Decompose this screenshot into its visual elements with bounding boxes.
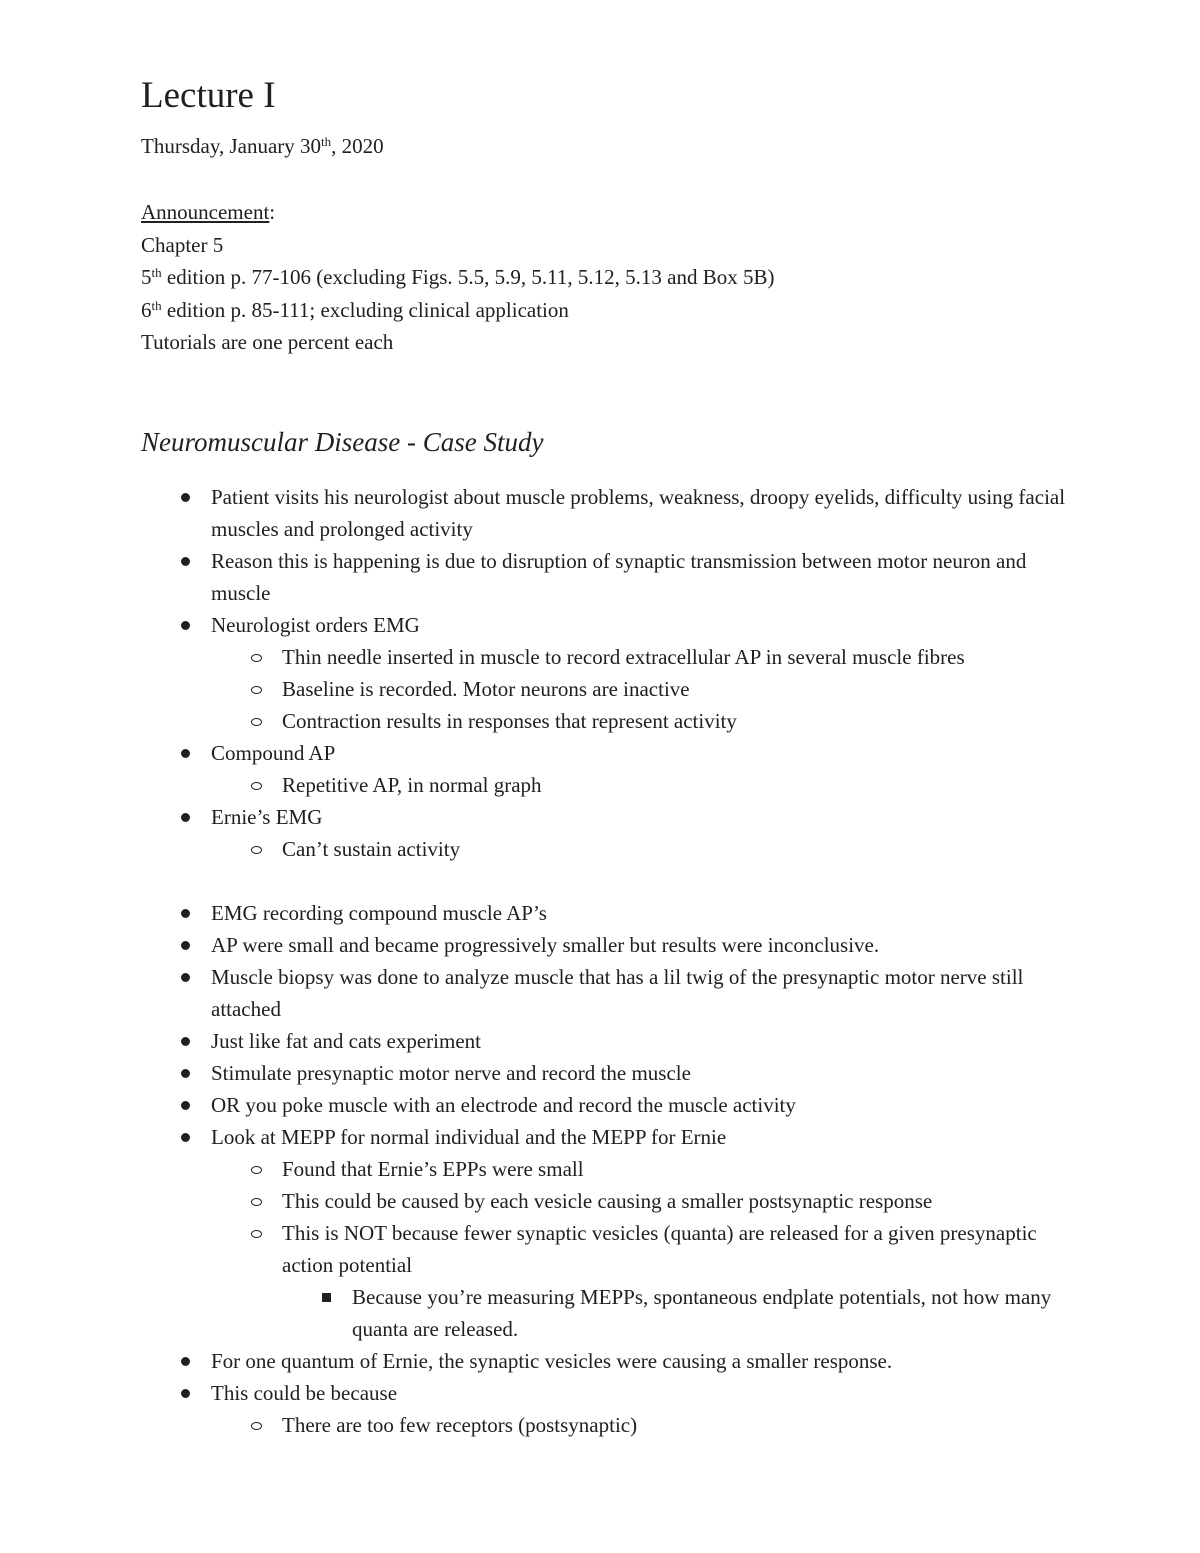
- list-item: [141, 929, 1071, 961]
- announcement-block: [141, 196, 1071, 359]
- list-item-text: Baseline is recorded. Motor neurons are inactive: [282, 676, 690, 701]
- edition-6-number: 6: [141, 297, 152, 322]
- bullet-disc-icon: [181, 813, 190, 822]
- section-title: Neuromuscular Disease - Case Study: [141, 426, 544, 457]
- bullet-square-icon: [322, 1293, 331, 1302]
- bullet-disc-icon: [181, 1357, 190, 1366]
- bullet-disc-icon: [181, 909, 190, 918]
- bullet-circle-icon: [251, 654, 262, 662]
- list-item: [141, 1185, 1071, 1217]
- bullet-circle-icon: [251, 1166, 262, 1174]
- bullet-circle-icon: [251, 846, 262, 854]
- list-item-text: EMG recording compound muscle AP’s: [211, 900, 547, 925]
- bullet-disc-icon: [181, 557, 190, 566]
- bullet-disc-icon: [181, 973, 190, 982]
- announcement-edition-6: [141, 294, 1071, 327]
- list-item: [141, 833, 1071, 865]
- bullet-circle-icon: [251, 686, 262, 694]
- list-item: [141, 801, 1071, 833]
- list-item-text: Can’t sustain activity: [282, 836, 461, 861]
- bullet-disc-icon: [181, 1133, 190, 1142]
- list-item-text: This could be because: [211, 1380, 398, 1405]
- list-item-text: Thin needle inserted in muscle to record extracellular AP in several muscle fibres: [282, 644, 965, 669]
- bullet-disc-icon: [181, 1069, 190, 1078]
- list-item-text: Contraction results in responses that represent activity: [282, 708, 737, 733]
- bullet-disc-icon: [181, 1389, 190, 1398]
- list-item-text: For one quantum of Ernie, the synaptic vesicles were causing a smaller response.: [211, 1348, 893, 1373]
- list-item-text: OR you poke muscle with an electrode and record the muscle activity: [211, 1092, 796, 1117]
- list-item: [141, 769, 1071, 801]
- list-item-text: Stimulate presynaptic motor nerve and record the muscle: [211, 1060, 691, 1085]
- bullet-disc-icon: [181, 1101, 190, 1110]
- list-item: [141, 1409, 1071, 1441]
- edition-6-superscript: th: [151, 297, 162, 313]
- lecture-title: Lecture I: [141, 75, 276, 116]
- list-item: [141, 737, 1071, 769]
- list-item-text: Look at MEPP for normal individual and the MEPP for Ernie: [211, 1124, 727, 1149]
- list-item: [141, 1377, 1071, 1409]
- list-item-text: Muscle biopsy was done to analyze muscle that has a lil twig of the presynaptic motor nerve still attached: [211, 964, 1024, 1021]
- list-item: [141, 609, 1071, 641]
- list-item: [141, 1057, 1071, 1089]
- list-item-text: Repetitive AP, in normal graph: [282, 772, 542, 797]
- list-item-text: Reason this is happening is due to disruption of synaptic transmission between motor neuron and muscle: [211, 548, 1027, 605]
- bullet-circle-icon: [251, 1230, 262, 1238]
- list-item: [141, 1121, 1071, 1153]
- list-item: [141, 1089, 1071, 1121]
- list-item-text: Just like fat and cats experiment: [211, 1028, 481, 1053]
- list-item: [141, 673, 1071, 705]
- bullet-disc-icon: [181, 1037, 190, 1046]
- bullet-disc-icon: [181, 493, 190, 502]
- date-superscript: th: [321, 133, 332, 149]
- announcement-chapter: Chapter 5: [141, 232, 224, 257]
- list-item-text: Because you’re measuring MEPPs, spontaneous endplate potentials, not how many quanta are released.: [352, 1284, 1052, 1341]
- list-item-text: Neurologist orders EMG: [211, 612, 420, 637]
- bullet-disc-icon: [181, 941, 190, 950]
- announcement-label-text: Announcement: [141, 200, 270, 224]
- bullet-disc-icon: [181, 621, 190, 630]
- list-item: [141, 481, 1071, 545]
- announcement-tutorials: Tutorials are one percent each: [141, 330, 394, 354]
- list-item-text: Found that Ernie’s EPPs were small: [282, 1156, 584, 1181]
- list-item-text: Compound AP: [211, 740, 336, 765]
- announcement-edition-5: [141, 261, 1071, 294]
- list-item-text: This could be caused by each vesicle causing a smaller postsynaptic response: [282, 1188, 933, 1213]
- edition-6-text: edition p. 85-111; excluding clinical application: [161, 297, 569, 322]
- list-item: [141, 1217, 1071, 1281]
- list-item: [141, 897, 1071, 929]
- list-item-text: Ernie’s EMG: [211, 804, 323, 829]
- list-item-text: This is NOT because fewer synaptic vesicles (quanta) are released for a given presynaptic action potential: [282, 1220, 1037, 1277]
- list-item-text: Patient visits his neurologist about muscle problems, weakness, droopy eyelids, difficulty using facial muscles and prolonged activity: [211, 484, 1066, 541]
- bullet-circle-icon: [251, 718, 262, 726]
- list-item: [141, 961, 1071, 1025]
- case-study-list-b: [141, 897, 1071, 1441]
- list-spacer: [141, 865, 1071, 897]
- announcement-label: [141, 196, 1071, 229]
- edition-5-number: 5: [141, 265, 152, 289]
- bullet-disc-icon: [181, 749, 190, 758]
- list-item-text: There are too few receptors (postsynaptic): [282, 1412, 638, 1437]
- lecture-date: [141, 130, 1071, 162]
- date-suffix: , 2020: [331, 134, 384, 158]
- bullet-circle-icon: [251, 782, 262, 790]
- edition-5-text: edition p. 77-106 (excluding Figs. 5.5, 5.9, 5.11, 5.12, 5.13 and Box 5B): [161, 265, 775, 289]
- bullet-circle-icon: [251, 1422, 262, 1430]
- case-study-list-a: [141, 481, 1071, 865]
- bullet-circle-icon: [251, 1198, 262, 1206]
- edition-5-superscript: th: [151, 264, 162, 280]
- list-item-text: AP were small and became progressively smaller but results were inconclusive.: [211, 932, 880, 957]
- date-prefix: Thursday, January 30: [141, 134, 322, 158]
- list-item: [141, 1025, 1071, 1057]
- list-item: [141, 1153, 1071, 1185]
- list-item: [141, 545, 1071, 609]
- document-page: [141, 74, 1071, 1441]
- list-item: [141, 1345, 1071, 1377]
- list-item: [141, 1281, 1071, 1345]
- announcement-colon: :: [269, 200, 276, 224]
- list-item: [141, 641, 1071, 673]
- list-item: [141, 705, 1071, 737]
